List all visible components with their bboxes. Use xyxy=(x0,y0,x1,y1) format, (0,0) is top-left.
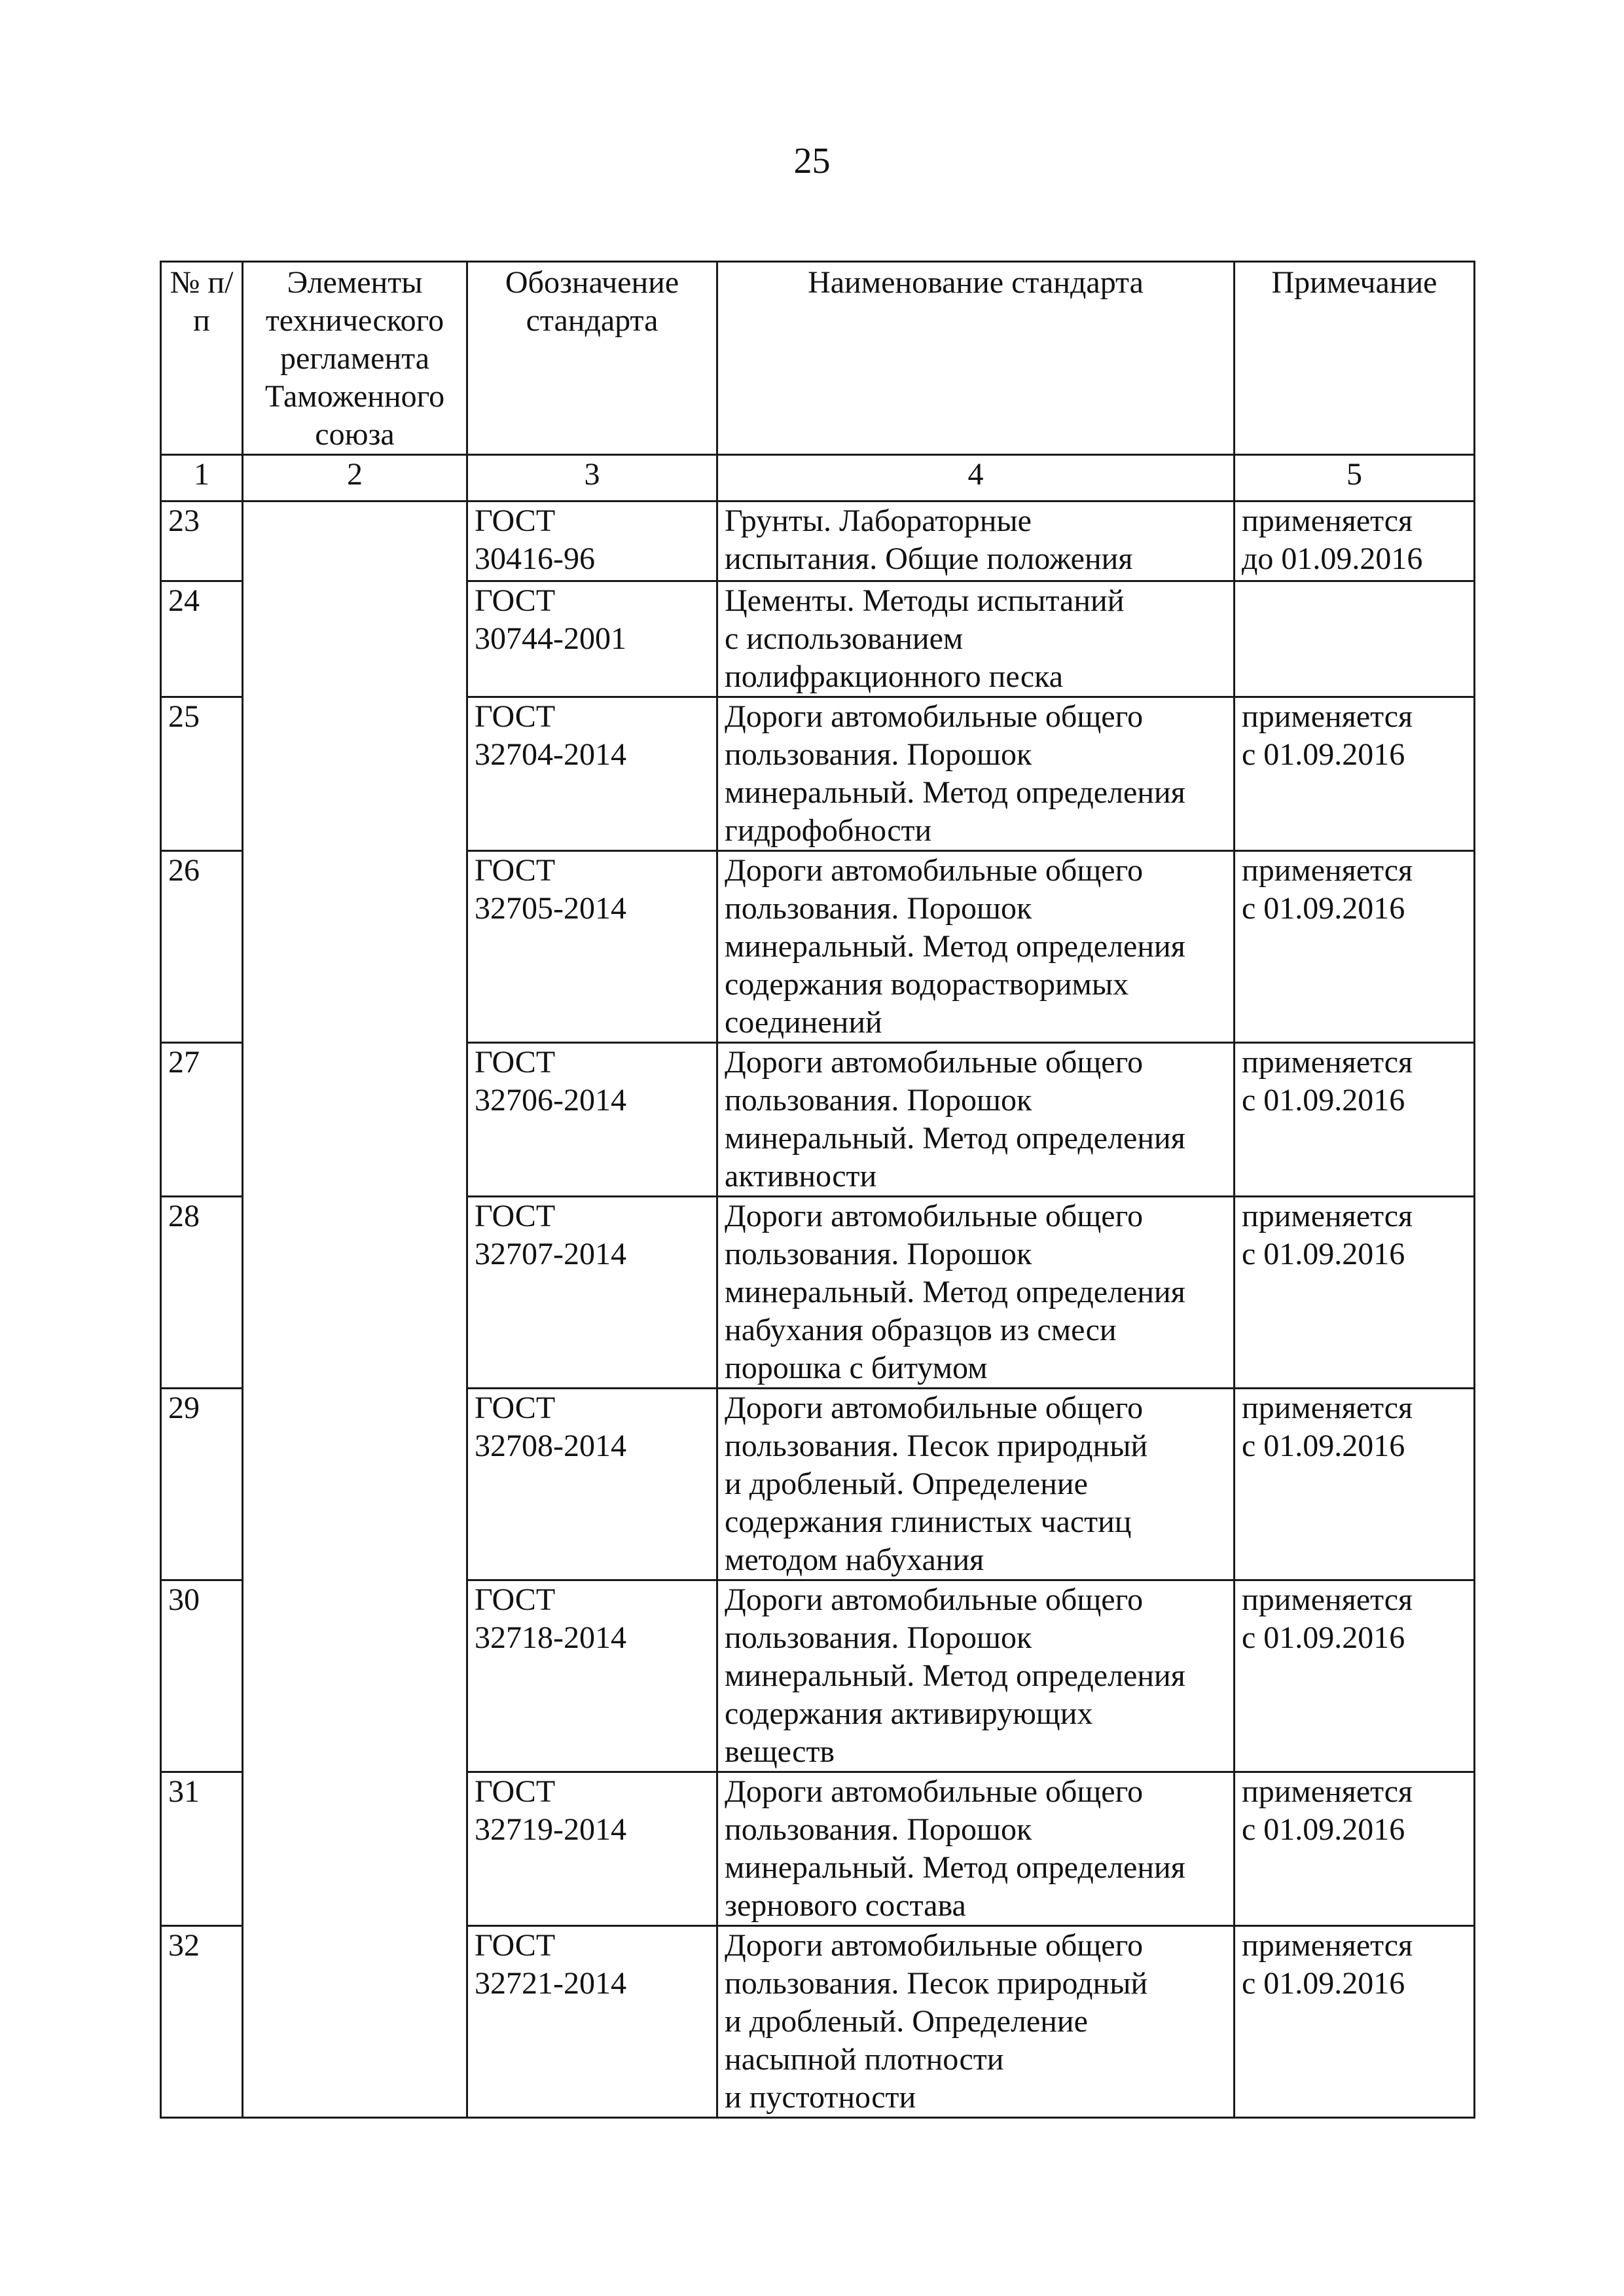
row-number: 30 xyxy=(161,1580,243,1772)
table-header-row xyxy=(161,262,1475,455)
table-row xyxy=(161,501,1475,581)
standard-designation: ГОСТ 32719-2014 xyxy=(467,1772,717,1926)
standard-name: Дороги автомобильные общего пользования. Порошок минеральный. Метод определения содержания водорастворимых соединений xyxy=(717,851,1235,1043)
header-name: Наименование стандарта xyxy=(717,262,1235,455)
column-number: 4 xyxy=(717,455,1235,501)
column-number-row xyxy=(161,455,1475,501)
standard-name: Цементы. Методы испытаний с использованием полифракционного песка xyxy=(717,581,1235,697)
elements-cell xyxy=(243,501,467,2118)
row-number: 23 xyxy=(161,501,243,581)
header-number: № п/п xyxy=(161,262,243,455)
row-number: 24 xyxy=(161,581,243,697)
column-number: 5 xyxy=(1235,455,1475,501)
standard-name: Дороги автомобильные общего пользования. Порошок минеральный. Метод определения набухания образцов из смеси порошка с битумом xyxy=(717,1197,1235,1389)
standard-note: применяется с 01.09.2016 xyxy=(1235,1772,1475,1926)
standard-name: Грунты. Лабораторные испытания. Общие положения xyxy=(717,501,1235,581)
standard-designation: ГОСТ 32707-2014 xyxy=(467,1197,717,1389)
standard-note: применяется с 01.09.2016 xyxy=(1235,1926,1475,2118)
standard-designation: ГОСТ 32706-2014 xyxy=(467,1043,717,1197)
standard-note: применяется с 01.09.2016 xyxy=(1235,697,1475,851)
standard-name: Дороги автомобильные общего пользования. Порошок минеральный. Метод определения гидрофобности xyxy=(717,697,1235,851)
column-number: 2 xyxy=(243,455,467,501)
standard-designation: ГОСТ 32705-2014 xyxy=(467,851,717,1043)
standard-note: применяется до 01.09.2016 xyxy=(1235,501,1475,581)
row-number: 32 xyxy=(161,1926,243,2118)
standard-name: Дороги автомобильные общего пользования. Порошок минеральный. Метод определения содержания активирующих веществ xyxy=(717,1580,1235,1772)
standard-designation: ГОСТ 30744-2001 xyxy=(467,581,717,697)
standard-designation: ГОСТ 30416-96 xyxy=(467,501,717,581)
page-number: 25 xyxy=(793,141,831,181)
header-elements: Элементы технического регламента Таможенного союза xyxy=(243,262,467,455)
header-designation: Обозначение стандарта xyxy=(467,262,717,455)
standard-designation: ГОСТ 32708-2014 xyxy=(467,1389,717,1580)
standard-name: Дороги автомобильные общего пользования. Порошок минеральный. Метод определения зернового состава xyxy=(717,1772,1235,1926)
standard-name: Дороги автомобильные общего пользования. Порошок минеральный. Метод определения активности xyxy=(717,1043,1235,1197)
header-note: Примечание xyxy=(1235,262,1475,455)
row-number: 28 xyxy=(161,1197,243,1389)
standard-note: применяется с 01.09.2016 xyxy=(1235,1043,1475,1197)
standard-note xyxy=(1235,581,1475,697)
row-number: 31 xyxy=(161,1772,243,1926)
standard-note: применяется с 01.09.2016 xyxy=(1235,851,1475,1043)
column-number: 3 xyxy=(467,455,717,501)
row-number: 27 xyxy=(161,1043,243,1197)
standards-table xyxy=(160,261,1475,2119)
column-number: 1 xyxy=(161,455,243,501)
standard-designation: ГОСТ 32718-2014 xyxy=(467,1580,717,1772)
standard-note: применяется с 01.09.2016 xyxy=(1235,1580,1475,1772)
row-number: 29 xyxy=(161,1389,243,1580)
standard-designation: ГОСТ 32704-2014 xyxy=(467,697,717,851)
standard-name: Дороги автомобильные общего пользования. Песок природный и дробленый. Определение насыпной плотности и пустотности xyxy=(717,1926,1235,2118)
standard-note: применяется с 01.09.2016 xyxy=(1235,1389,1475,1580)
standard-note: применяется с 01.09.2016 xyxy=(1235,1197,1475,1389)
row-number: 25 xyxy=(161,697,243,851)
standard-name: Дороги автомобильные общего пользования. Песок природный и дробленый. Определение содержания глинистых частиц методом набухания xyxy=(717,1389,1235,1580)
row-number: 26 xyxy=(161,851,243,1043)
standard-designation: ГОСТ 32721-2014 xyxy=(467,1926,717,2118)
